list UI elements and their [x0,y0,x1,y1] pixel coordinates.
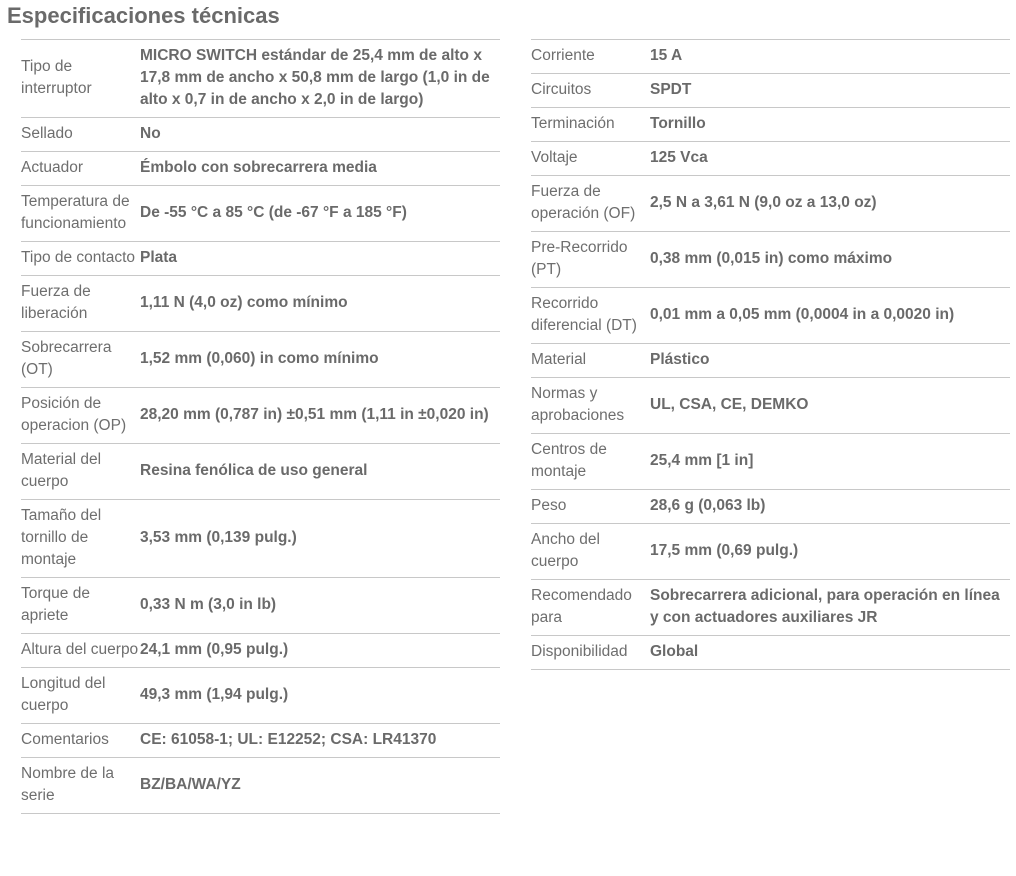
table-row [531,288,1010,344]
spec-value: Émbolo con sobrecarrera media [140,152,500,186]
spec-value: MICRO SWITCH estándar de 25,4 mm de alto x 17,8 mm de ancho x 50,8 mm de largo (1,0 in de alto x 0,7 in de ancho x 2,0 in de largo) [140,40,500,118]
spec-label: Peso [531,490,650,524]
spec-value: 49,3 mm (1,94 pulg.) [140,668,500,724]
table-row [21,578,500,634]
spec-label: Voltaje [531,142,650,176]
table-row [21,276,500,332]
spec-label: Nombre de la serie [21,758,140,814]
spec-label: Sobrecarrera (OT) [21,332,140,388]
table-row [21,242,500,276]
spec-value: 3,53 mm (0,139 pulg.) [140,500,500,578]
spec-value: Global [650,636,1010,670]
spec-value: Plástico [650,344,1010,378]
spec-value: No [140,118,500,152]
table-row [21,332,500,388]
spec-value: De -55 °C a 85 °C (de -67 °F a 185 °F) [140,186,500,242]
spec-label: Torque de apriete [21,578,140,634]
table-row [21,500,500,578]
spec-value: 15 A [650,40,1010,74]
spec-label: Comentarios [21,724,140,758]
spec-value: Plata [140,242,500,276]
table-row [531,40,1010,74]
spec-label: Terminación [531,108,650,142]
spec-label: Normas y aprobaciones [531,378,650,434]
spec-value: 28,20 mm (0,787 in) ±0,51 mm (1,11 in ±0,020 in) [140,388,500,444]
spec-label: Posición de operacion (OP) [21,388,140,444]
spec-label: Tipo de contacto [21,242,140,276]
spec-value: 125 Vca [650,142,1010,176]
table-row [21,758,500,814]
table-row [531,580,1010,636]
spec-label: Circuitos [531,74,650,108]
spec-label: Recorrido diferencial (DT) [531,288,650,344]
spec-value: 1,52 mm (0,060) in como mínimo [140,332,500,388]
spec-value: 1,11 N (4,0 oz) como mínimo [140,276,500,332]
spec-table-right [531,39,1010,670]
spec-value: 0,38 mm (0,015 in) como máximo [650,232,1010,288]
table-row [531,344,1010,378]
table-row [531,490,1010,524]
table-row [531,434,1010,490]
spec-label: Disponibilidad [531,636,650,670]
table-row [21,118,500,152]
spec-label: Tipo de interruptor [21,40,140,118]
table-row [21,152,500,186]
spec-label: Pre-Recorrido (PT) [531,232,650,288]
spec-label: Altura del cuerpo [21,634,140,668]
spec-label: Recomendado para [531,580,650,636]
table-row [21,444,500,500]
spec-label: Actuador [21,152,140,186]
spec-label: Tamaño del tornillo de montaje [21,500,140,578]
spec-value: Sobrecarrera adicional, para operación en línea y con actuadores auxiliares JR [650,580,1010,636]
table-row [21,186,500,242]
spec-value: 25,4 mm [1 in] [650,434,1010,490]
spec-value: 0,01 mm a 0,05 mm (0,0004 in a 0,0020 in) [650,288,1010,344]
spec-label: Centros de montaje [531,434,650,490]
spec-value: SPDT [650,74,1010,108]
spec-value: UL, CSA, CE, DEMKO [650,378,1010,434]
table-row [531,636,1010,670]
table-row [531,142,1010,176]
table-row [21,634,500,668]
spec-label: Fuerza de operación (OF) [531,176,650,232]
spec-value: 24,1 mm (0,95 pulg.) [140,634,500,668]
spec-value: 17,5 mm (0,69 pulg.) [650,524,1010,580]
table-row [531,108,1010,142]
spec-value: 28,6 g (0,063 lb) [650,490,1010,524]
spec-value: 2,5 N a 3,61 N (9,0 oz a 13,0 oz) [650,176,1010,232]
spec-table-left [21,39,500,814]
table-row [531,232,1010,288]
table-row [21,668,500,724]
table-row [21,40,500,118]
spec-label: Material del cuerpo [21,444,140,500]
spec-label: Ancho del cuerpo [531,524,650,580]
spec-label: Sellado [21,118,140,152]
table-row [21,724,500,758]
spec-value: CE: 61058-1; UL: E12252; CSA: LR41370 [140,724,500,758]
spec-label: Material [531,344,650,378]
spec-label: Temperatura de funcionamiento [21,186,140,242]
table-row [21,388,500,444]
table-row [531,74,1010,108]
spec-value: 0,33 N m (3,0 in lb) [140,578,500,634]
page-title: Especificaciones técnicas [7,3,280,28]
spec-label: Corriente [531,40,650,74]
spec-label: Longitud del cuerpo [21,668,140,724]
spec-value: Resina fenólica de uso general [140,444,500,500]
table-row [531,524,1010,580]
spec-label: Fuerza de liberación [21,276,140,332]
spec-value: Tornillo [650,108,1010,142]
table-row [531,378,1010,434]
table-row [531,176,1010,232]
spec-value: BZ/BA/WA/YZ [140,758,500,814]
